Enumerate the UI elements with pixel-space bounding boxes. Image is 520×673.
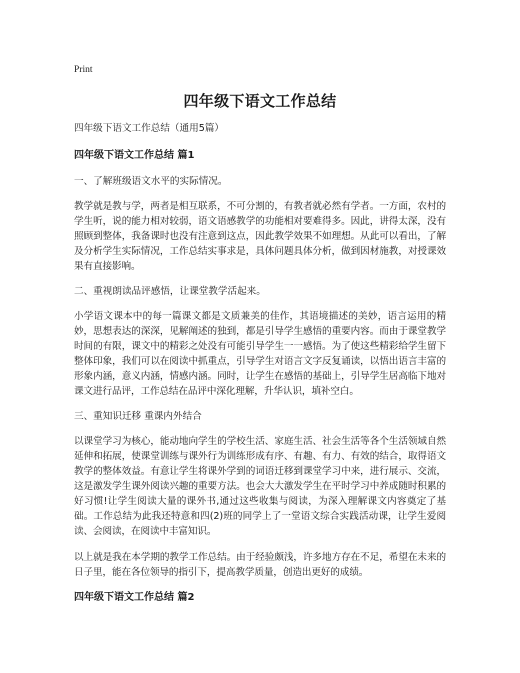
- chapter-2-heading: 四年级下语文工作总结 篇2: [74, 592, 195, 603]
- section-3-heading: 三、重知识迁移 重课内外结合: [74, 411, 202, 422]
- section-2-paragraph: 小学语文课本中的每一篇课文都是文质兼美的佳作，其语境描述的美妙，语言运用的精妙，思想表达的深深，见解阐述的独到，都是引导学生感悟的重要内容。而由于课堂教学时间的有限，课文中的精彩之处没有可能引导学生一一感悟。为了使这些精彩给学生留下整体印象，我们可以在阅读中抓重点，引导学生对语言文字反复诵读，以悟出语言丰富的形象内涵，意义内涵，情感内涵。同时，让学生在感悟的基础上，引导学生居高临下地对课文进行品评，工作总结在品评中深化理解，升华认识，填补空白。: [74, 311, 446, 397]
- section-2-heading: 二、重视朗读品评感悟，让课堂教学活起来。: [74, 286, 266, 297]
- closing-paragraph: 以上就是我在本学期的教学工作总结。由于经验颇浅，许多地方存在不足，希望在未来的日子里，能在各位领导的指引下，提高教学质量，创造出更好的成绩。: [74, 552, 446, 578]
- print-label[interactable]: Print: [74, 65, 93, 75]
- document-title: 四年级下语文工作总结: [183, 92, 337, 110]
- document-subtitle: 四年级下语文工作总结（通用5篇）: [74, 123, 225, 134]
- section-1-paragraph: 教学就是教与学，两者是相互联系，不可分割的，有教者就必然有学者。一方面，农村的学生听，说的能力相对较弱，语文语感教学的功能相对要难得多。因此，讲得太深，没有照顾到整体，我备课时也没有注意到这点，因此教学效果不如理想。从此可以看出，了解及分析学生实际情况，工作总结实事求是，具体问题具体分析，做到因材施教，对授课效果有直接影响。: [74, 201, 446, 272]
- section-3-paragraph: 以课堂学习为核心，能动地向学生的学校生活、家庭生活、社会生活等各个生活领域自然延伸和拓展，使课堂训练与课外行为训练形成有序、有趣、有力、有效的结合，取得语文教学的整体效益。有意让学生将课外学到的词语迁移到课堂学习中来，进行展示、交流，这是激发学生课外阅读兴趣的重要方法。也会大大激发学生在平时学习中养成随时积累的好习惯!让学生阅读大量的课外书,通过这些收集与阅读，为深入理解课文内容奠定了基础。工作总结为此我还特意和四(2)班的同学上了一堂语文综合实践活动课，让学生爱阅读、会阅读，在阅读中丰富知识。: [74, 436, 446, 537]
- section-1-heading: 一、了解班级语文水平的实际情况。: [74, 176, 228, 187]
- chapter-1-heading: 四年级下语文工作总结 篇1: [74, 150, 195, 161]
